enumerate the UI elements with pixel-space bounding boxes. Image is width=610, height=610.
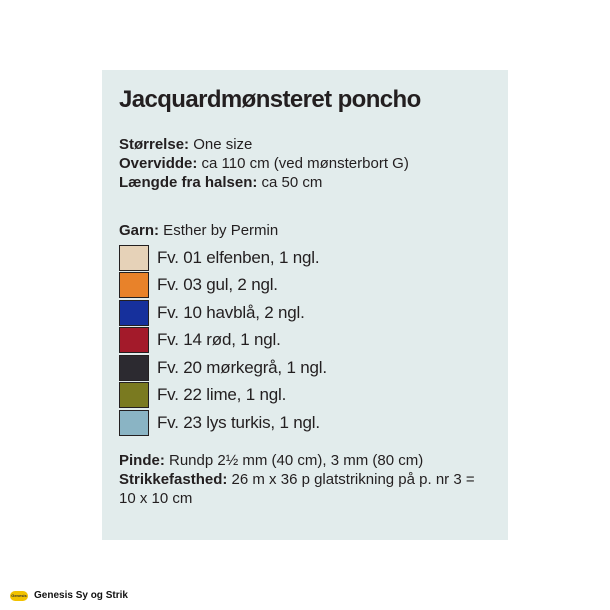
- color-item: Fv. 23 lys turkis, 1 ngl.: [119, 409, 327, 437]
- gauge-line: Strikkefasthed: 26 m x 36 p glatstrikning på p. nr 3 =: [119, 471, 475, 488]
- pattern-title: Jacquardmønsteret poncho: [119, 86, 421, 113]
- color-swatch: [119, 355, 149, 381]
- footer-brand: [10, 590, 128, 601]
- genesis-logo-icon: Genesis: [10, 591, 28, 601]
- needles-gauge: [119, 451, 504, 508]
- color-swatch: [119, 245, 149, 271]
- color-item: Fv. 01 elfenben, 1 ngl.: [119, 244, 327, 272]
- needles-line: Pinde: Rundp 2½ mm (40 cm), 3 mm (80 cm): [119, 452, 424, 469]
- color-swatch: [119, 382, 149, 408]
- color-swatch: [119, 327, 149, 353]
- color-item: Fv. 22 lime, 1 ngl.: [119, 382, 327, 410]
- spec-length: Længde fra halsen: ca 50 cm: [119, 174, 323, 191]
- gauge-line-2: 10 x 10 cm: [119, 490, 193, 507]
- color-item: Fv. 10 havblå, 2 ngl.: [119, 299, 327, 327]
- spec-width: Overvidde: ca 110 cm (ved mønsterbort G): [119, 155, 409, 172]
- color-swatch: [119, 300, 149, 326]
- color-swatch: [119, 272, 149, 298]
- color-item: Fv. 03 gul, 2 ngl.: [119, 272, 327, 300]
- yarn-info: Garn: Esther by Permin: [119, 222, 279, 239]
- color-list: [119, 244, 327, 437]
- color-swatch: [119, 410, 149, 436]
- spec-size: Størrelse: One size: [119, 136, 253, 153]
- pattern-info-card: [102, 70, 508, 540]
- color-item: Fv. 20 mørkegrå, 1 ngl.: [119, 354, 327, 382]
- size-specs: [119, 135, 409, 192]
- color-item: Fv. 14 rød, 1 ngl.: [119, 327, 327, 355]
- brand-name: Genesis Sy og Strik: [34, 590, 128, 601]
